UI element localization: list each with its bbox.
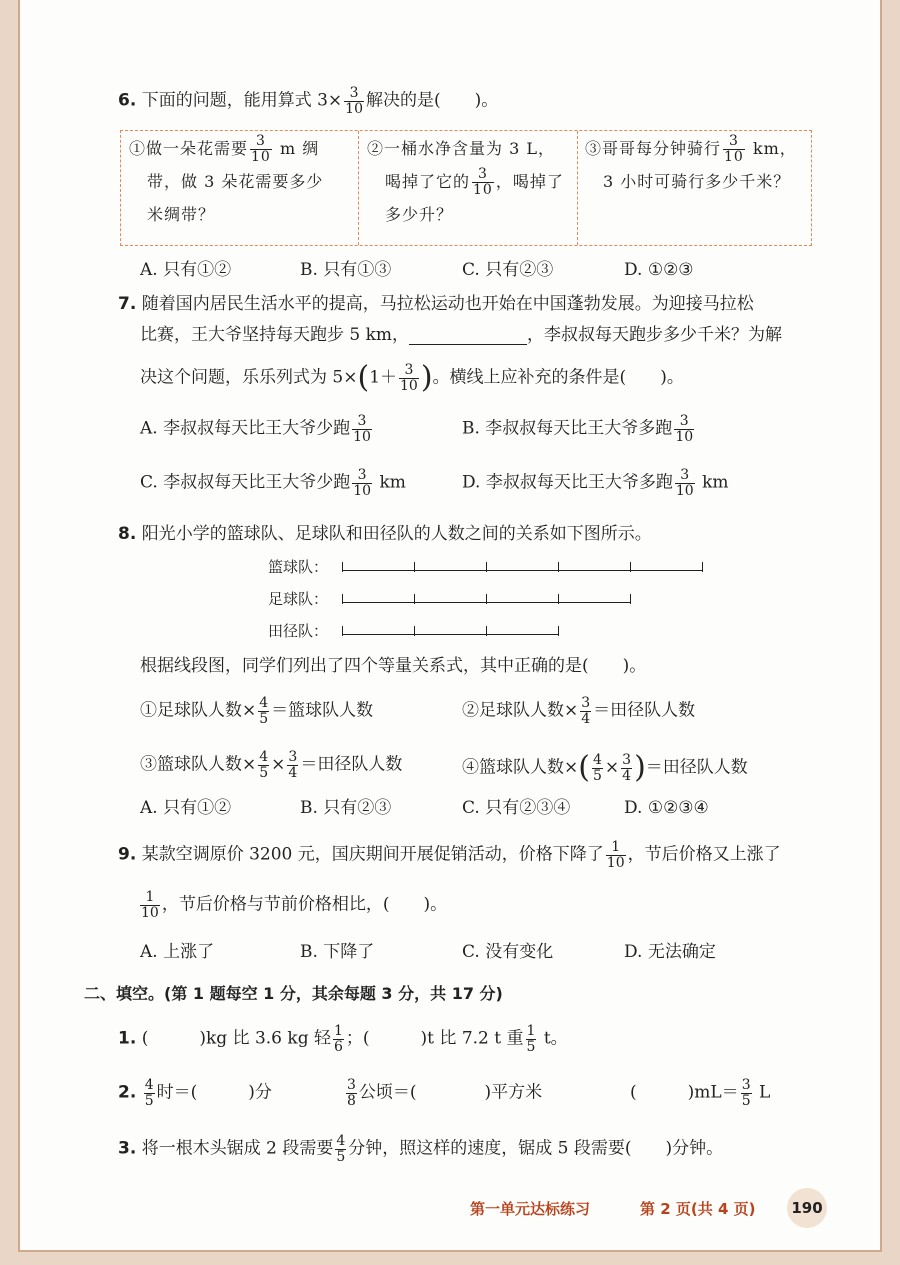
segment-tick xyxy=(342,594,343,604)
question-number: 8. xyxy=(118,524,137,544)
segment-label-track: 田径队： xyxy=(268,622,329,640)
segment-tick xyxy=(630,562,631,572)
box-divider xyxy=(358,131,359,245)
q8-option-d[interactable]: D. ①②③④ xyxy=(624,798,709,818)
box-divider xyxy=(577,131,578,245)
answer-blank[interactable] xyxy=(409,326,527,345)
fill-question-2b: $\frac{3}{8}$ 公顷＝( )平方米 xyxy=(347,1077,543,1109)
question-8-prompt: 根据线段图，同学们列出了四个等量关系式，其中正确的是( )。 xyxy=(140,656,647,676)
footer-page-info: 第 2 页(共 4 页) xyxy=(640,1200,756,1218)
fraction: $\frac{3}{10}$ xyxy=(345,85,363,117)
segment-tick xyxy=(702,562,703,572)
relation-2: ②足球队人数× $\frac{3}{4}$ ＝田径队人数 xyxy=(462,695,696,727)
segment-tick xyxy=(414,626,415,636)
question-7-line-1: 7. 随着国内居民生活水平的提高，马拉松运动也开始在中国蓬勃发展。为迎接马拉松 xyxy=(118,294,754,314)
question-number: 9. xyxy=(118,844,137,865)
question-number: 6. xyxy=(118,90,137,111)
relation-1: ①足球队人数× $\frac{4}{5}$ ＝篮球队人数 xyxy=(140,695,374,727)
q9-option-d[interactable]: D. 无法确定 xyxy=(624,942,716,962)
q8-option-c[interactable]: C. 只有②③④ xyxy=(462,798,571,818)
q9-option-c[interactable]: C. 没有变化 xyxy=(462,942,554,962)
fill-question-3: 3. 将一根木头锯成 2 段需要 $\frac{4}{5}$ 分钟，照这样的速度，锯成 5 段需要( )分钟。 xyxy=(118,1133,724,1165)
fill-question-2a: 2. $\frac{4}{5}$ 时＝( )分 xyxy=(118,1077,272,1109)
section-2-heading: 二、填空。(第 1 题每空 1 分，其余每题 3 分，共 17 分) xyxy=(84,984,503,1003)
q8-option-b[interactable]: B. 只有②③ xyxy=(300,798,392,818)
q6-option-c[interactable]: C. 只有②③ xyxy=(462,260,554,280)
question-9-line-2: $\frac{1}{10}$ ，节后价格与节前价格相比，( )。 xyxy=(141,889,448,921)
segment-label-basketball: 篮球队： xyxy=(268,558,329,576)
problem-1: ①做一朵花需要 $\frac{3}{10}$ m 绸 带，做 3 朵花需要多少 米绸带？ xyxy=(129,133,324,224)
relation-3: ③篮球队人数× $\frac{4}{5}$ × $\frac{3}{4}$ ＝田径队人数 xyxy=(140,749,403,781)
q7-option-d[interactable]: D. 李叔叔每天比王大爷多跑 $\frac{3}{10}$ km xyxy=(462,467,729,499)
footer-unit-title: 第一单元达标练习 xyxy=(470,1200,591,1218)
segment-tick xyxy=(486,562,487,572)
segment-tick xyxy=(558,626,559,636)
relation-4: ④篮球队人数×( $\frac{4}{5}$ × $\frac{3}{4}$ )＝田径队人数 xyxy=(462,750,748,785)
segment-line-basketball xyxy=(342,560,702,571)
segment-tick xyxy=(486,594,487,604)
question-6: 6. 下面的问题，能用算式 3× $\frac{3}{10}$ 解决的是( )。 xyxy=(118,85,499,117)
q6-option-a[interactable]: A. 只有①② xyxy=(140,260,232,280)
segment-tick xyxy=(342,626,343,636)
question-7-line-2: 比赛，王大爷坚持每天跑步 5 km， ，李叔叔每天跑步多少千米？为解 xyxy=(140,325,783,345)
q7-option-a[interactable]: A. 李叔叔每天比王大爷少跑 $\frac{3}{10}$ xyxy=(140,413,371,445)
question-8: 8. 阳光小学的篮球队、足球队和田径队的人数之间的关系如下图所示。 xyxy=(118,524,652,544)
page-number-badge: 190 xyxy=(787,1188,827,1228)
segment-tick xyxy=(342,562,343,572)
q8-option-a[interactable]: A. 只有①② xyxy=(140,798,232,818)
question-7-line-3: 决这个问题，乐乐列式为 5×(1＋ $\frac{3}{10}$ )。横线上应补充的条件是( )。 xyxy=(140,360,684,395)
problem-2: ②一桶水净含量为 3 L， 喝掉了它的 $\frac{3}{10}$ ，喝掉了 多少升？ xyxy=(367,139,564,224)
segment-tick xyxy=(486,626,487,636)
segment-tick xyxy=(558,594,559,604)
question-number: 7. xyxy=(118,294,137,314)
q6-option-b[interactable]: B. 只有①③ xyxy=(300,260,392,280)
problem-3: ③哥哥每分钟骑行 $\frac{3}{10}$ km， 3 小时可骑行多少千米？ xyxy=(585,133,797,191)
q7-option-b[interactable]: B. 李叔叔每天比王大爷多跑 $\frac{3}{10}$ xyxy=(462,413,694,445)
segment-tick xyxy=(414,594,415,604)
segment-tick xyxy=(630,594,631,604)
segment-line-track xyxy=(342,624,558,635)
problem-options-box xyxy=(120,130,812,246)
fill-question-2c: ( )mL＝ $\frac{3}{5}$ L xyxy=(630,1077,771,1109)
question-9-line-1: 9. 某款空调原价 3200 元，国庆期间开展促销活动，价格下降了 $\frac{1}{10}$ ，节后价格又上涨了 xyxy=(118,839,781,871)
fill-question-1: 1. ( )kg 比 3.6 kg 轻 $\frac{1}{6}$ ；( )t 比 7.2 t 重 $\frac{1}{5}$ t。 xyxy=(118,1023,568,1055)
q9-option-b[interactable]: B. 下降了 xyxy=(300,942,375,962)
segment-tick xyxy=(558,562,559,572)
q9-option-a[interactable]: A. 上涨了 xyxy=(140,942,215,962)
q6-option-d[interactable]: D. ①②③ xyxy=(624,260,694,280)
segment-label-football: 足球队： xyxy=(268,590,329,608)
q7-option-c[interactable]: C. 李叔叔每天比王大爷少跑 $\frac{3}{10}$ km xyxy=(140,467,406,499)
segment-tick xyxy=(414,562,415,572)
